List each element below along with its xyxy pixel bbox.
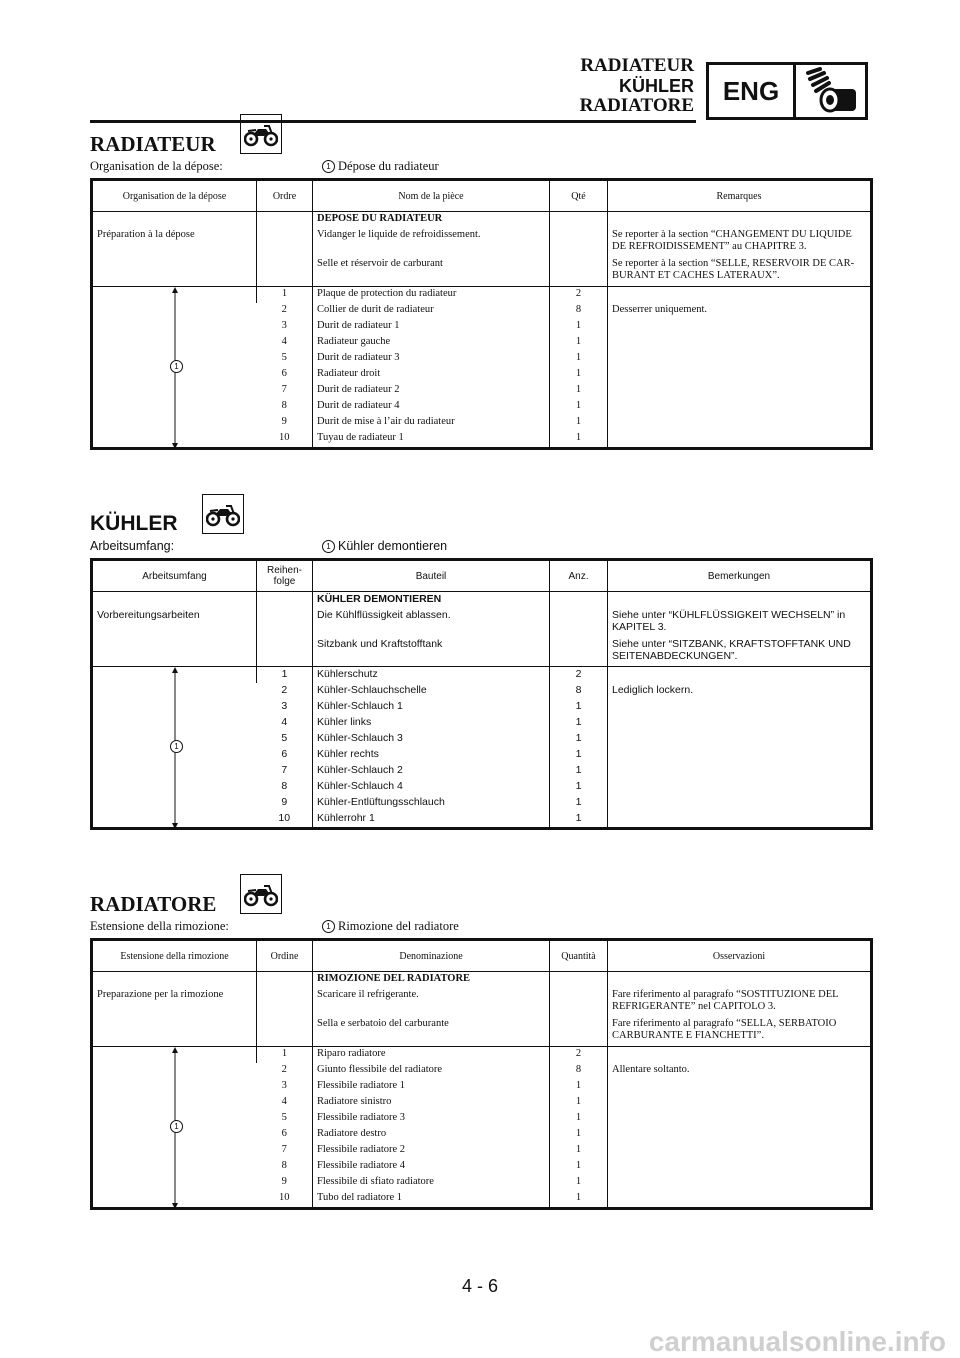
item-name: Durit de radiateur 3	[313, 351, 550, 367]
item-name: Kühler-Schlauch 3	[313, 731, 550, 747]
scope-bracket	[92, 1047, 257, 1209]
item-remark	[608, 351, 872, 367]
item-name: Kühler rechts	[313, 747, 550, 763]
item-remark	[608, 367, 872, 383]
prep-name: Sitzbank und Kraftstofftank	[313, 637, 550, 667]
item-name: Durit de mise à l’air du radiateur	[313, 415, 550, 431]
header-title-fr: RADIATEUR	[580, 55, 694, 76]
item-order: 3	[281, 700, 288, 712]
item-order: 6	[281, 368, 287, 379]
table-row	[92, 257, 872, 287]
item-name: Durit de radiateur 1	[313, 319, 550, 335]
circled-number: 1	[322, 540, 335, 553]
item-qty: 1	[550, 1079, 608, 1095]
item-name: Durit de radiateur 2	[313, 383, 550, 399]
item-remark	[608, 795, 872, 811]
item-order: 9	[281, 1176, 287, 1187]
scope-line	[90, 918, 870, 934]
item-name: Radiatore sinistro	[313, 1095, 550, 1111]
operation-text: Rimozione del radiatore	[338, 919, 459, 933]
prep-remark: Fare riferimento al paragrafo “SELLA, SERBATOIO CARBURANTE E FIANCHETTI”.	[608, 1017, 872, 1047]
item-order: 8	[281, 780, 288, 792]
item-remark	[608, 1047, 872, 1064]
table-row	[92, 972, 872, 989]
item-order: 7	[281, 1144, 287, 1155]
item-qty: 1	[550, 1095, 608, 1111]
scope-bracket	[92, 667, 257, 829]
item-remark	[608, 1159, 872, 1175]
operation-heading: RIMOZIONE DEL RADIATORE	[313, 972, 550, 989]
item-remark	[608, 699, 872, 715]
column-header: Nom de la pièce	[313, 180, 550, 212]
header-title-it: RADIATORE	[579, 95, 694, 116]
page-number: 4 - 6	[461, 1276, 499, 1296]
item-remark	[608, 1095, 872, 1111]
item-qty: 1	[550, 367, 608, 383]
item-remark	[608, 763, 872, 779]
item-order: 2	[281, 304, 287, 315]
circled-number: 1	[322, 920, 335, 933]
item-name: Flessibile radiatore 2	[313, 1143, 550, 1159]
item-order: 8	[281, 400, 287, 411]
item-qty: 1	[550, 1143, 608, 1159]
operation-heading: KÜHLER DEMONTIEREN	[313, 592, 550, 609]
header-titles	[580, 56, 694, 116]
column-header: Estensione della rimozione	[92, 940, 257, 972]
table-row	[92, 1047, 872, 1064]
column-header: Bemerkungen	[608, 560, 872, 592]
table-row	[92, 1017, 872, 1047]
prep-org: Vorbereitungsarbeiten	[97, 609, 200, 621]
item-order: 7	[281, 764, 288, 776]
item-qty: 1	[550, 1191, 608, 1209]
bracket-number: 1	[170, 360, 183, 373]
item-remark: Allentare soltanto.	[608, 1063, 872, 1079]
section-fr	[90, 130, 870, 450]
item-qty: 1	[550, 1111, 608, 1127]
item-name: Radiateur gauche	[313, 335, 550, 351]
item-qty: 1	[550, 763, 608, 779]
bracket-number: 1	[170, 1120, 183, 1133]
item-order: 8	[281, 1160, 287, 1171]
column-header: Osservazioni	[608, 940, 872, 972]
motorcycle-icon-svg	[244, 121, 278, 147]
table-row	[92, 637, 872, 667]
prep-org: Préparation à la dépose	[97, 229, 195, 240]
table-row	[92, 212, 872, 229]
item-order: 4	[281, 336, 287, 347]
item-qty: 1	[550, 335, 608, 351]
item-name: Kühlerrohr 1	[313, 811, 550, 829]
item-order: 2	[281, 1064, 287, 1075]
item-qty: 1	[550, 1175, 608, 1191]
item-qty: 8	[550, 303, 608, 319]
item-qty: 2	[550, 1047, 608, 1064]
prep-remark: Siehe unter “SITZBANK, KRAFTSTOFFTANK UND SEITENABDECKUNGEN”.	[608, 637, 872, 667]
item-qty: 1	[550, 731, 608, 747]
item-order: 5	[281, 352, 287, 363]
table-header	[92, 180, 872, 212]
column-header: Quantità	[550, 940, 608, 972]
item-order: 5	[281, 1112, 287, 1123]
item-remark	[608, 1111, 872, 1127]
item-order: 10	[278, 812, 291, 824]
item-name: Giunto flessibile del radiatore	[313, 1063, 550, 1079]
item-qty: 1	[550, 351, 608, 367]
table-row	[92, 667, 872, 684]
item-remark	[608, 319, 872, 335]
eng-badge	[706, 62, 868, 120]
item-remark	[608, 399, 872, 415]
disassembly-table	[90, 558, 873, 830]
operation-text: Dépose du radiateur	[338, 159, 439, 173]
item-order: 2	[281, 684, 288, 696]
item-qty: 1	[550, 1159, 608, 1175]
item-order: 10	[279, 1192, 290, 1203]
prep-remark: Siehe unter “KÜHLFLÜSSIGKEIT WECHSELN” in KAPITEL 3.	[608, 608, 872, 637]
item-name: Durit de radiateur 4	[313, 399, 550, 415]
item-qty: 2	[550, 667, 608, 684]
prep-name: Scaricare il refrigerante.	[313, 988, 550, 1017]
item-name: Radiatore destro	[313, 1127, 550, 1143]
prep-org	[92, 1017, 257, 1047]
scope-label: Organisation de la dépose:	[90, 159, 223, 173]
item-name: Kühler-Schlauchschelle	[313, 683, 550, 699]
operation-heading: DEPOSE DU RADIATEUR	[313, 212, 550, 229]
prep-name: Sella e serbatoio del carburante	[313, 1017, 550, 1047]
item-remark	[608, 383, 872, 399]
bracket-number: 1	[170, 740, 183, 753]
section-title	[90, 510, 870, 538]
section-title-text: RADIATORE	[90, 892, 217, 916]
table-row	[92, 228, 872, 257]
item-order: 10	[279, 432, 290, 443]
column-header: Organisation de la dépose	[92, 180, 257, 212]
item-order: 6	[281, 748, 288, 760]
item-qty: 8	[550, 1063, 608, 1079]
item-qty: 1	[550, 699, 608, 715]
prep-name: Selle et réservoir de carburant	[313, 257, 550, 287]
item-remark	[608, 1079, 872, 1095]
table-row	[92, 988, 872, 1017]
item-qty: 8	[550, 683, 608, 699]
column-header: Reihen-folge	[257, 560, 313, 592]
table-row	[92, 287, 872, 304]
prep-remark: Se reporter à la section “CHANGEMENT DU LIQUIDE DE REFROIDISSEMENT” au CHAPITRE 3.	[608, 228, 872, 257]
header-rule	[90, 120, 696, 123]
item-remark	[608, 811, 872, 829]
column-header: Bauteil	[313, 560, 550, 592]
motorcycle-icon	[202, 494, 244, 534]
motorcycle-icon-svg	[206, 501, 240, 527]
prep-remark: Fare riferimento al paragrafo “SOSTITUZIONE DEL REFRIGERANTE” nel CAPITOLO 3.	[608, 988, 872, 1017]
item-qty: 1	[550, 747, 608, 763]
item-remark	[608, 747, 872, 763]
item-order: 6	[281, 1128, 287, 1139]
item-order: 3	[281, 1080, 287, 1091]
motorcycle-icon	[240, 114, 282, 154]
operation-label	[322, 918, 459, 934]
item-order: 1	[257, 1047, 313, 1064]
section-title-text: KÜHLER	[90, 512, 178, 535]
item-qty: 1	[550, 715, 608, 731]
item-name: Kühler-Schlauch 2	[313, 763, 550, 779]
item-name: Kühler links	[313, 715, 550, 731]
item-order: 4	[281, 1096, 287, 1107]
column-header: Arbeitsumfang	[92, 560, 257, 592]
item-qty: 1	[550, 779, 608, 795]
operation-label	[322, 158, 439, 174]
column-header: Anz.	[550, 560, 608, 592]
item-order: 1	[257, 287, 313, 304]
motorcycle-icon-svg	[244, 881, 278, 907]
item-remark	[608, 779, 872, 795]
item-qty: 1	[550, 319, 608, 335]
item-order: 9	[281, 416, 287, 427]
item-remark	[608, 287, 872, 304]
item-qty: 1	[550, 399, 608, 415]
item-remark	[608, 431, 872, 449]
item-order: 9	[281, 796, 288, 808]
scope-label: Arbeitsumfang:	[90, 539, 175, 553]
item-name: Flessibile di sfiato radiatore	[313, 1175, 550, 1191]
scope-bracket	[92, 287, 257, 449]
item-remark	[608, 731, 872, 747]
disassembly-table	[90, 178, 873, 450]
section-de	[90, 510, 870, 830]
item-name: Tuyau de radiateur 1	[313, 431, 550, 449]
prep-org	[92, 637, 257, 667]
column-header: Qté	[550, 180, 608, 212]
item-name: Collier de durit de radiateur	[313, 303, 550, 319]
disassembly-table	[90, 938, 873, 1210]
item-remark	[608, 1175, 872, 1191]
item-qty: 2	[550, 287, 608, 304]
section-title	[90, 890, 870, 918]
prep-org	[92, 257, 257, 287]
scope-line	[90, 538, 870, 554]
column-header: Denominazione	[313, 940, 550, 972]
item-name: Tubo del radiatore 1	[313, 1191, 550, 1209]
watermark: carmanualsonline.info	[648, 1326, 946, 1357]
table-row	[92, 592, 872, 609]
item-order: 1	[257, 667, 313, 684]
item-remark	[608, 667, 872, 684]
item-order: 4	[281, 716, 288, 728]
item-qty: 1	[550, 431, 608, 449]
motorcycle-icon	[240, 874, 282, 914]
item-remark	[608, 715, 872, 731]
operation-text: Kühler demontieren	[338, 539, 448, 553]
section-title	[90, 130, 870, 158]
item-qty: 1	[550, 415, 608, 431]
table-header	[92, 560, 872, 592]
scope-label: Estensione della rimozione:	[90, 919, 229, 933]
item-remark	[608, 415, 872, 431]
item-name: Kühler-Entlüftungsschlauch	[313, 795, 550, 811]
item-name: Riparo radiatore	[313, 1047, 550, 1064]
item-name: Flessibile radiatore 4	[313, 1159, 550, 1175]
item-remark	[608, 1143, 872, 1159]
item-order: 7	[281, 384, 287, 395]
item-qty: 1	[550, 1127, 608, 1143]
item-qty: 1	[550, 811, 608, 829]
item-order: 5	[281, 732, 288, 744]
column-header: Ordre	[257, 180, 313, 212]
item-name: Kühler-Schlauch 1	[313, 699, 550, 715]
prep-name: Die Kühlflüssigkeit ablassen.	[313, 608, 550, 637]
item-remark	[608, 1191, 872, 1209]
section-it	[90, 890, 870, 1210]
item-name: Flessibile radiatore 3	[313, 1111, 550, 1127]
scope-line	[90, 158, 870, 174]
table-row	[92, 608, 872, 637]
eng-badge-label: ENG	[709, 65, 796, 117]
item-name: Radiateur droit	[313, 367, 550, 383]
item-remark: Lediglich lockern.	[608, 683, 872, 699]
prep-name: Vidanger le liquide de refroidissement.	[313, 228, 550, 257]
coolant-spring-icon	[796, 65, 865, 117]
header-title-de: KÜHLER	[619, 76, 694, 96]
item-remark	[608, 335, 872, 351]
circled-number: 1	[322, 160, 335, 173]
prep-remark: Se reporter à la section “SELLE, RESERVOIR DE CAR-BURANT ET CACHES LATERAUX”.	[608, 257, 872, 287]
item-name: Kühler-Schlauch 4	[313, 779, 550, 795]
item-qty: 1	[550, 795, 608, 811]
table-header	[92, 940, 872, 972]
item-qty: 1	[550, 383, 608, 399]
item-name: Flessibile radiatore 1	[313, 1079, 550, 1095]
prep-org: Preparazione per la rimozione	[97, 989, 224, 1000]
item-name: Kühlerschutz	[313, 667, 550, 684]
operation-label	[322, 538, 447, 554]
item-remark: Desserrer uniquement.	[608, 303, 872, 319]
item-remark	[608, 1127, 872, 1143]
column-header: Ordine	[257, 940, 313, 972]
section-title-text: RADIATEUR	[90, 132, 216, 156]
column-header: Remarques	[608, 180, 872, 212]
item-name: Plaque de protection du radiateur	[313, 287, 550, 304]
item-order: 3	[281, 320, 287, 331]
